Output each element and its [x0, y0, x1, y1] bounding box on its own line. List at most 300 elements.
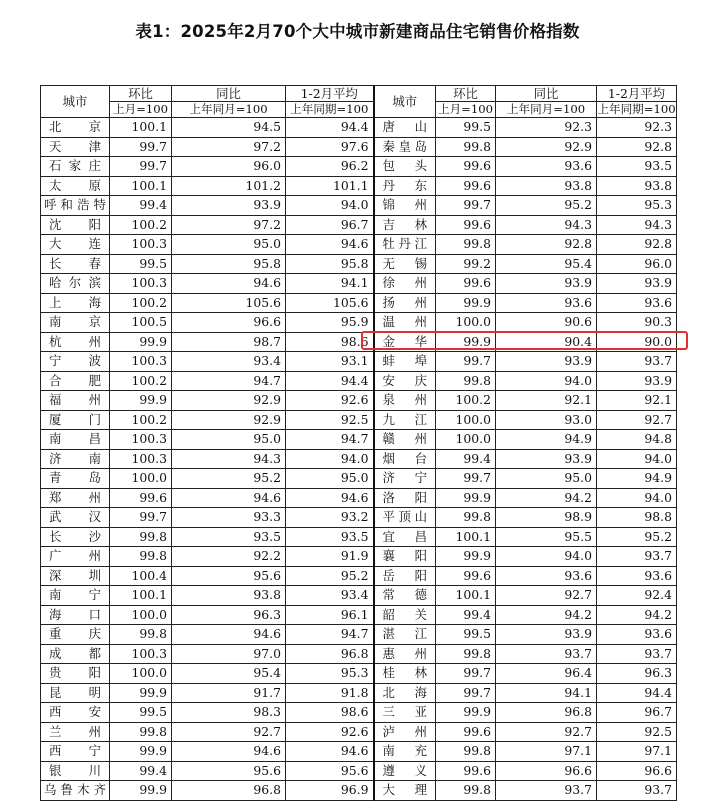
avg-value: 94.1: [286, 274, 374, 294]
mom-value: 99.9: [436, 703, 496, 723]
mom-value: 100.2: [110, 215, 172, 235]
yoy-value: 95.0: [172, 430, 286, 450]
city-name: 南昌: [41, 430, 110, 450]
avg-value: 96.9: [286, 781, 374, 801]
yoy-value: 93.0: [496, 410, 597, 430]
avg-value: 92.8: [597, 235, 677, 255]
yoy-value: 92.9: [172, 391, 286, 411]
city-name: 济南: [41, 449, 110, 469]
city-name: 遵义: [374, 761, 436, 781]
avg-value: 96.2: [286, 157, 374, 177]
mom-value: 99.9: [110, 683, 172, 703]
table-row: [41, 371, 677, 391]
header-row-top: [41, 86, 677, 102]
mom-value: 99.7: [110, 157, 172, 177]
mom-value: 100.3: [110, 430, 172, 450]
city-name: 杭州: [41, 332, 110, 352]
avg-value: 94.3: [597, 215, 677, 235]
yoy-value: 101.2: [172, 176, 286, 196]
city-name: 桂林: [374, 664, 436, 684]
avg-value: 94.4: [286, 371, 374, 391]
table-row: [41, 683, 677, 703]
avg-value: 98.6: [286, 332, 374, 352]
table-row: [41, 586, 677, 606]
yoy-value: 96.3: [172, 605, 286, 625]
city-name: 秦皇岛: [374, 137, 436, 157]
mom-value: 100.0: [436, 313, 496, 333]
avg-value: 94.6: [286, 235, 374, 255]
avg-value: 93.7: [597, 781, 677, 801]
header-mom-base-right: 上月=100: [436, 102, 496, 118]
yoy-value: 93.9: [172, 196, 286, 216]
yoy-value: 98.3: [172, 703, 286, 723]
mom-value: 99.8: [110, 722, 172, 742]
yoy-value: 94.2: [496, 488, 597, 508]
avg-value: 101.1: [286, 176, 374, 196]
yoy-value: 92.9: [172, 410, 286, 430]
table-row: [41, 742, 677, 762]
avg-value: 94.7: [286, 625, 374, 645]
city-name: 洛阳: [374, 488, 436, 508]
mom-value: 100.0: [110, 605, 172, 625]
avg-value: 97.1: [597, 742, 677, 762]
mom-value: 100.0: [110, 469, 172, 489]
header-mom-right: 环比: [436, 86, 496, 102]
yoy-value: 96.8: [496, 703, 597, 723]
yoy-value: 95.4: [496, 254, 597, 274]
city-name: 上海: [41, 293, 110, 313]
header-avg-left: 1-2月平均: [286, 86, 374, 102]
city-name: 徐州: [374, 274, 436, 294]
yoy-value: 98.7: [172, 332, 286, 352]
yoy-value: 93.8: [172, 586, 286, 606]
mom-value: 99.5: [436, 118, 496, 138]
yoy-value: 90.6: [496, 313, 597, 333]
header-yoy-right: 同比: [496, 86, 597, 102]
yoy-value: 90.4: [496, 332, 597, 352]
avg-value: 105.6: [286, 293, 374, 313]
mom-value: 99.6: [436, 761, 496, 781]
mom-value: 99.9: [436, 488, 496, 508]
avg-value: 94.0: [597, 449, 677, 469]
avg-value: 95.2: [286, 566, 374, 586]
yoy-value: 95.0: [496, 469, 597, 489]
avg-value: 92.6: [286, 722, 374, 742]
yoy-value: 92.7: [496, 722, 597, 742]
avg-value: 93.5: [286, 527, 374, 547]
mom-value: 100.3: [110, 449, 172, 469]
mom-value: 99.9: [436, 332, 496, 352]
city-name: 南京: [41, 313, 110, 333]
yoy-value: 92.9: [496, 137, 597, 157]
yoy-value: 96.6: [496, 761, 597, 781]
city-name: 丹东: [374, 176, 436, 196]
table-body: [41, 118, 677, 801]
mom-value: 99.7: [436, 683, 496, 703]
yoy-value: 93.6: [496, 157, 597, 177]
avg-value: 95.3: [286, 664, 374, 684]
header-mom-left: 环比: [110, 86, 172, 102]
avg-value: 91.8: [286, 683, 374, 703]
mom-value: 99.9: [110, 391, 172, 411]
mom-value: 100.0: [436, 410, 496, 430]
city-name: 武汉: [41, 508, 110, 528]
table-row: [41, 430, 677, 450]
avg-value: 92.7: [597, 410, 677, 430]
city-name: 乌鲁木齐: [41, 781, 110, 801]
header-yoy-base-left: 上年同月=100: [172, 102, 286, 118]
mom-value: 100.3: [110, 235, 172, 255]
city-name: 唐山: [374, 118, 436, 138]
avg-value: 97.6: [286, 137, 374, 157]
mom-value: 99.8: [436, 508, 496, 528]
city-name: 郑州: [41, 488, 110, 508]
avg-value: 93.6: [597, 293, 677, 313]
avg-value: 92.3: [597, 118, 677, 138]
table-row: [41, 488, 677, 508]
avg-value: 94.4: [286, 118, 374, 138]
avg-value: 90.3: [597, 313, 677, 333]
table-row: [41, 644, 677, 664]
mom-value: 99.8: [436, 781, 496, 801]
mom-value: 99.4: [436, 449, 496, 469]
avg-value: 93.6: [597, 566, 677, 586]
yoy-value: 92.2: [172, 547, 286, 567]
city-name: 海口: [41, 605, 110, 625]
city-name: 金华: [374, 332, 436, 352]
table-row: [41, 235, 677, 255]
avg-value: 96.1: [286, 605, 374, 625]
avg-value: 93.8: [597, 176, 677, 196]
yoy-value: 93.3: [172, 508, 286, 528]
yoy-value: 96.6: [172, 313, 286, 333]
city-name: 岳阳: [374, 566, 436, 586]
city-name: 福州: [41, 391, 110, 411]
yoy-value: 96.0: [172, 157, 286, 177]
yoy-value: 93.6: [496, 566, 597, 586]
yoy-value: 105.6: [172, 293, 286, 313]
yoy-value: 92.7: [496, 586, 597, 606]
city-name: 襄阳: [374, 547, 436, 567]
mom-value: 100.5: [110, 313, 172, 333]
yoy-value: 94.5: [172, 118, 286, 138]
city-name: 锦州: [374, 196, 436, 216]
city-name: 西宁: [41, 742, 110, 762]
yoy-value: 94.2: [496, 605, 597, 625]
table-row: [41, 703, 677, 723]
yoy-value: 93.8: [496, 176, 597, 196]
avg-value: 93.7: [597, 547, 677, 567]
mom-value: 99.6: [436, 157, 496, 177]
price-index-table: [40, 85, 677, 801]
mom-value: 99.6: [436, 566, 496, 586]
header-avg-right: 1-2月平均: [597, 86, 677, 102]
table-row: [41, 566, 677, 586]
city-name: 温州: [374, 313, 436, 333]
table-row: [41, 352, 677, 372]
mom-value: 100.1: [436, 527, 496, 547]
avg-value: 92.5: [286, 410, 374, 430]
avg-value: 95.9: [286, 313, 374, 333]
mom-value: 100.1: [110, 586, 172, 606]
yoy-value: 91.7: [172, 683, 286, 703]
table-row: [41, 293, 677, 313]
yoy-value: 93.9: [496, 352, 597, 372]
city-name: 青岛: [41, 469, 110, 489]
avg-value: 93.5: [597, 157, 677, 177]
table-row: [41, 118, 677, 138]
yoy-value: 93.6: [496, 293, 597, 313]
header-avg-base-right: 上年同期=100: [597, 102, 676, 116]
city-name: 宜昌: [374, 527, 436, 547]
city-name: 安庆: [374, 371, 436, 391]
mom-value: 99.8: [110, 625, 172, 645]
yoy-value: 93.7: [496, 781, 597, 801]
avg-value: 95.6: [286, 761, 374, 781]
table-row: [41, 313, 677, 333]
avg-value: 93.2: [286, 508, 374, 528]
avg-value: 94.0: [286, 196, 374, 216]
city-name: 石家庄: [41, 157, 110, 177]
mom-value: 100.2: [436, 391, 496, 411]
mom-value: 100.4: [110, 566, 172, 586]
mom-value: 99.6: [436, 722, 496, 742]
city-name: 泸州: [374, 722, 436, 742]
mom-value: 100.1: [110, 118, 172, 138]
yoy-value: 94.6: [172, 742, 286, 762]
yoy-value: 93.4: [172, 352, 286, 372]
yoy-value: 93.9: [496, 625, 597, 645]
city-name: 韶关: [374, 605, 436, 625]
mom-value: 100.1: [436, 586, 496, 606]
yoy-value: 97.2: [172, 137, 286, 157]
city-name: 泉州: [374, 391, 436, 411]
yoy-value: 94.7: [172, 371, 286, 391]
city-name: 西安: [41, 703, 110, 723]
avg-value: 95.8: [286, 254, 374, 274]
yoy-value: 97.2: [172, 215, 286, 235]
header-city-right: 城市: [374, 86, 436, 118]
city-name: 赣州: [374, 430, 436, 450]
city-name: 北京: [41, 118, 110, 138]
avg-value: 98.8: [597, 508, 677, 528]
avg-value: 93.6: [597, 625, 677, 645]
table-row: [41, 761, 677, 781]
avg-value: 96.0: [597, 254, 677, 274]
table-row: [41, 332, 677, 352]
city-name: 沈阳: [41, 215, 110, 235]
mom-value: 99.9: [110, 742, 172, 762]
yoy-value: 92.8: [496, 235, 597, 255]
city-name: 兰州: [41, 722, 110, 742]
yoy-value: 92.7: [172, 722, 286, 742]
table-row: [41, 196, 677, 216]
yoy-value: 93.9: [496, 449, 597, 469]
mom-value: 99.5: [110, 703, 172, 723]
city-name: 牡丹江: [374, 235, 436, 255]
table-row: [41, 469, 677, 489]
header-yoy-base-right: 上年同月=100: [496, 102, 597, 118]
mom-value: 99.7: [110, 508, 172, 528]
yoy-value: 95.2: [172, 469, 286, 489]
yoy-value: 95.8: [172, 254, 286, 274]
mom-value: 99.4: [436, 605, 496, 625]
city-name: 天津: [41, 137, 110, 157]
mom-value: 99.4: [110, 196, 172, 216]
avg-value: 90.0: [597, 332, 677, 352]
avg-value: 92.8: [597, 137, 677, 157]
avg-value: 96.3: [597, 664, 677, 684]
mom-value: 100.3: [110, 352, 172, 372]
city-name: 南充: [374, 742, 436, 762]
table-row: [41, 176, 677, 196]
table-row: [41, 547, 677, 567]
yoy-value: 94.1: [496, 683, 597, 703]
city-name: 哈尔滨: [41, 274, 110, 294]
city-name: 银川: [41, 761, 110, 781]
avg-value: 96.7: [286, 215, 374, 235]
city-name: 长沙: [41, 527, 110, 547]
yoy-value: 97.0: [172, 644, 286, 664]
avg-value: 94.4: [597, 683, 677, 703]
mom-value: 100.3: [110, 644, 172, 664]
avg-value: 94.6: [286, 742, 374, 762]
yoy-value: 96.4: [496, 664, 597, 684]
mom-value: 99.7: [436, 664, 496, 684]
avg-value: 94.7: [286, 430, 374, 450]
city-name: 深圳: [41, 566, 110, 586]
mom-value: 99.8: [110, 547, 172, 567]
city-name: 宁波: [41, 352, 110, 372]
avg-value: 92.4: [597, 586, 677, 606]
yoy-value: 94.9: [496, 430, 597, 450]
mom-value: 100.0: [110, 664, 172, 684]
yoy-value: 92.3: [496, 118, 597, 138]
yoy-value: 97.1: [496, 742, 597, 762]
header-row-bottom: [41, 102, 677, 118]
yoy-value: 94.3: [172, 449, 286, 469]
city-name: 蚌埠: [374, 352, 436, 372]
table-row: [41, 391, 677, 411]
mom-value: 99.7: [436, 196, 496, 216]
header-avg-base-left: 上年同期=100: [286, 102, 374, 118]
avg-value: 96.8: [286, 644, 374, 664]
header-mom-base-left: 上月=100: [110, 102, 172, 118]
header-city-left: 城市: [41, 86, 110, 118]
mom-value: 100.2: [110, 293, 172, 313]
city-name: 呼和浩特: [41, 196, 110, 216]
city-name: 扬州: [374, 293, 436, 313]
table-row: [41, 137, 677, 157]
mom-value: 99.5: [436, 625, 496, 645]
city-name: 无锡: [374, 254, 436, 274]
avg-value: 93.7: [597, 352, 677, 372]
yoy-value: 94.6: [172, 488, 286, 508]
avg-value: 94.6: [286, 488, 374, 508]
city-name: 九江: [374, 410, 436, 430]
avg-value: 93.9: [597, 274, 677, 294]
mom-value: 99.7: [436, 352, 496, 372]
table-row: [41, 527, 677, 547]
city-name: 成都: [41, 644, 110, 664]
table-row: [41, 157, 677, 177]
yoy-value: 95.5: [496, 527, 597, 547]
avg-value: 98.6: [286, 703, 374, 723]
header-yoy-left: 同比: [172, 86, 286, 102]
table-row: [41, 722, 677, 742]
avg-value: 95.2: [597, 527, 677, 547]
mom-value: 99.4: [110, 761, 172, 781]
avg-value: 92.1: [597, 391, 677, 411]
table-row: [41, 410, 677, 430]
mom-value: 99.8: [436, 137, 496, 157]
mom-value: 99.8: [436, 644, 496, 664]
city-name: 南宁: [41, 586, 110, 606]
city-name: 长春: [41, 254, 110, 274]
yoy-value: 95.4: [172, 664, 286, 684]
city-name: 昆明: [41, 683, 110, 703]
mom-value: 99.8: [110, 527, 172, 547]
avg-value: 93.7: [597, 644, 677, 664]
city-name: 吉林: [374, 215, 436, 235]
mom-value: 99.9: [436, 293, 496, 313]
avg-value: 96.7: [597, 703, 677, 723]
table-row: [41, 605, 677, 625]
city-name: 大连: [41, 235, 110, 255]
table-title: 表1：2025年2月70个大中城市新建商品住宅销售价格指数: [135, 22, 580, 41]
yoy-value: 94.3: [496, 215, 597, 235]
mom-value: 99.9: [110, 332, 172, 352]
city-name: 济宁: [374, 469, 436, 489]
mom-value: 99.9: [110, 781, 172, 801]
table-row: [41, 274, 677, 294]
city-name: 北海: [374, 683, 436, 703]
avg-value: 94.0: [286, 449, 374, 469]
avg-value: 93.9: [597, 371, 677, 391]
yoy-value: 95.6: [172, 761, 286, 781]
city-name: 平顶山: [374, 508, 436, 528]
city-name: 厦门: [41, 410, 110, 430]
mom-value: 99.2: [436, 254, 496, 274]
avg-value: 93.1: [286, 352, 374, 372]
mom-value: 99.6: [436, 215, 496, 235]
yoy-value: 93.7: [496, 644, 597, 664]
mom-value: 99.6: [436, 176, 496, 196]
yoy-value: 93.5: [172, 527, 286, 547]
mom-value: 100.2: [110, 410, 172, 430]
mom-value: 99.8: [436, 371, 496, 391]
yoy-value: 94.0: [496, 371, 597, 391]
yoy-value: 95.6: [172, 566, 286, 586]
yoy-value: 93.9: [496, 274, 597, 294]
mom-value: 99.6: [436, 274, 496, 294]
city-name: 烟台: [374, 449, 436, 469]
yoy-value: 95.2: [496, 196, 597, 216]
table-row: [41, 781, 677, 801]
city-name: 太原: [41, 176, 110, 196]
avg-value: 95.3: [597, 196, 677, 216]
yoy-value: 95.0: [172, 235, 286, 255]
table-row: [41, 625, 677, 645]
mom-value: 100.0: [436, 430, 496, 450]
avg-value: 95.0: [286, 469, 374, 489]
city-name: 包头: [374, 157, 436, 177]
city-name: 三亚: [374, 703, 436, 723]
yoy-value: 96.8: [172, 781, 286, 801]
city-name: 湛江: [374, 625, 436, 645]
city-name: 广州: [41, 547, 110, 567]
avg-value: 92.5: [597, 722, 677, 742]
